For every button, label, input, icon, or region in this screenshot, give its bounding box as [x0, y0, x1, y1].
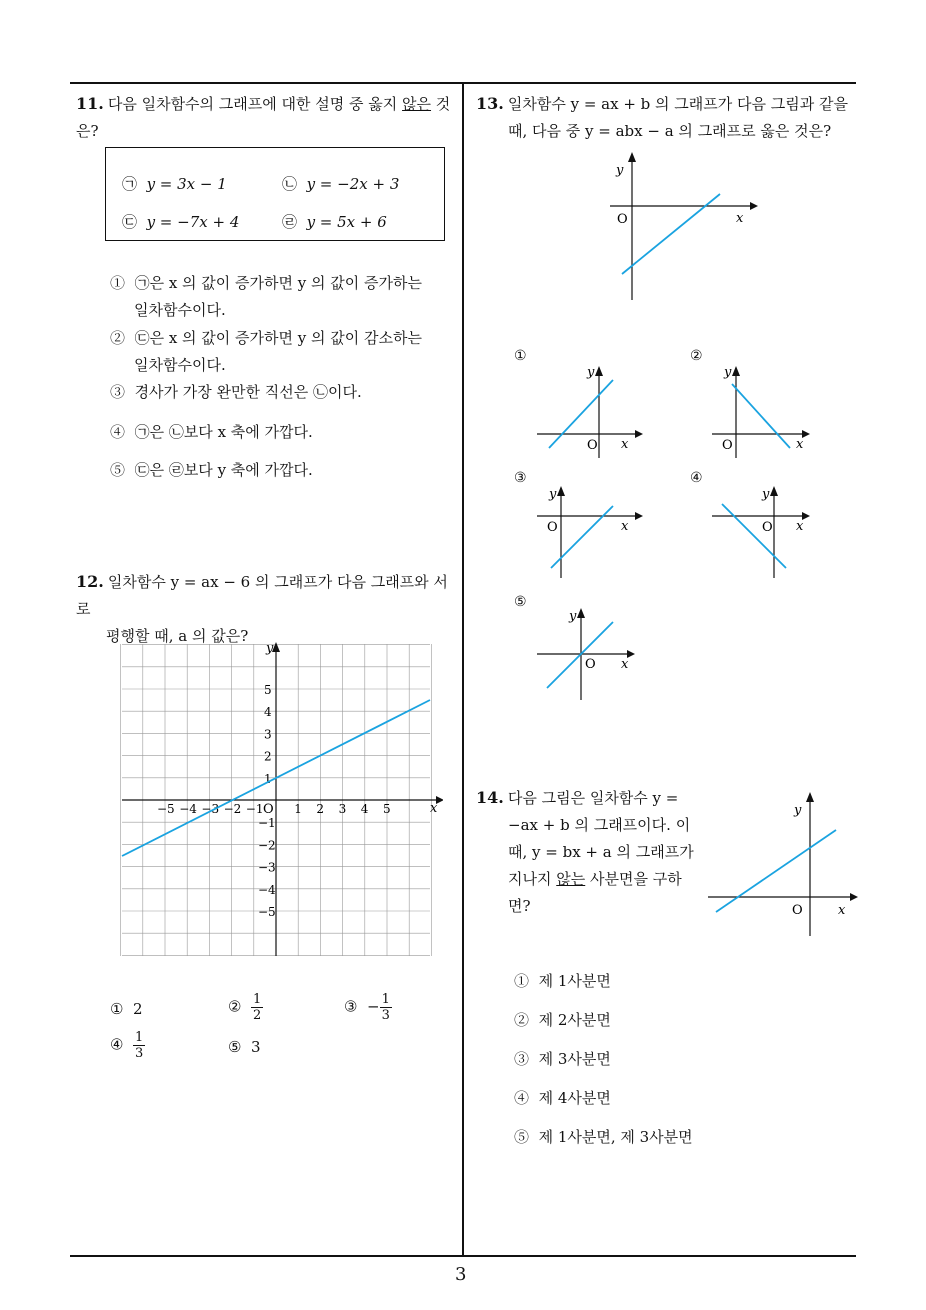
q12-y-tick-label: 1 — [264, 771, 272, 786]
q12-choice-2[interactable]: ② $\frac{1}{2}$ — [228, 992, 262, 1023]
q13-choice-3-graph[interactable] — [535, 482, 645, 582]
q12-choice-3[interactable]: ③ − $\frac{1}{3}$ — [344, 992, 390, 1023]
svg-text:x: x — [838, 903, 846, 918]
q12-y-tick-label: −3 — [258, 860, 276, 875]
q14-line — [716, 830, 836, 912]
q11-stem: 11. 다음 일차함수의 그래프에 대한 설명 중 옳지 않은 것은? — [76, 94, 451, 140]
q11-eq-1: ㉠ y = 3x − 1 — [122, 175, 227, 193]
q12-x-tick-label: −1 — [245, 802, 264, 816]
q13-choice-2-mark[interactable]: ② — [690, 348, 703, 364]
q11-emphasis: 않은 — [402, 95, 432, 113]
q13-choice-1-graph[interactable] — [535, 362, 645, 462]
svg-text:y: y — [724, 365, 732, 380]
q12-x-tick-label: 3 — [338, 802, 347, 816]
svg-text:y: y — [616, 163, 624, 178]
q13-stem: 13. 일차함수 y = ax + b 의 그래프가 다음 그림과 같을 때, 다음 중 y = abx − a 의 그래프로 옳은 것은? — [476, 94, 848, 140]
svg-text:O: O — [585, 657, 596, 672]
q11-choice-1[interactable]: ① ㉠은 x 의 값이 증가하면 y 의 값이 증가하는 일차함수이다. — [110, 274, 422, 319]
q13-choice-4-graph[interactable] — [710, 482, 820, 582]
svg-text:x: x — [621, 657, 629, 672]
svg-text:y: y — [794, 803, 802, 818]
q12-choice-1[interactable]: ① 2 — [110, 1000, 143, 1018]
q13-choice-5-graph[interactable] — [535, 604, 645, 704]
q13-choice-1-mark[interactable]: ① — [514, 348, 527, 364]
q12-y-tick-label: −4 — [258, 882, 276, 897]
q14-choice-4[interactable]: ④ 제 4사분면 — [514, 1089, 611, 1107]
q13-choice-3-mark[interactable]: ③ — [514, 470, 527, 486]
svg-text:x: x — [736, 211, 744, 226]
q11-choice-3[interactable]: ③ 경사가 가장 완만한 직선은 ㉡이다. — [110, 383, 362, 401]
q12-x-tick-label: 4 — [360, 802, 369, 816]
q12-y-tick-label: 4 — [264, 705, 272, 720]
q12-number: 12. — [76, 572, 104, 591]
q12-choice-4[interactable]: ④ $\frac{1}{3}$ — [110, 1030, 144, 1061]
svg-text:x: x — [796, 519, 804, 534]
q12-origin: O — [263, 802, 274, 817]
q12-y-tick-label: 3 — [264, 727, 272, 742]
q11-eq-2: ㉡ y = −2x + 3 — [282, 175, 400, 193]
svg-text:y: y — [587, 365, 595, 380]
q12-x-tick-label: −4 — [179, 802, 197, 816]
q12-y-tick-label: −2 — [258, 838, 276, 853]
q11-choice-5[interactable]: ⑤ ㉢은 ㉣보다 y 축에 가깝다. — [110, 461, 313, 479]
q11-equation-box — [105, 147, 445, 241]
q14-emphasis: 않는 — [556, 870, 586, 888]
q14-choice-1[interactable]: ① 제 1사분면 — [514, 972, 611, 990]
q12-x-tick-label: 2 — [316, 802, 325, 816]
q14-choice-3[interactable]: ③ 제 3사분면 — [514, 1050, 611, 1068]
q13-number: 13. — [476, 94, 504, 113]
q11-choice-2[interactable]: ② ㉢은 x 의 값이 증가하면 y 의 값이 감소하는 일차함수이다. — [110, 329, 422, 374]
q11-eq-4: ㉣ y = 5x + 6 — [282, 213, 387, 231]
svg-text:O: O — [762, 520, 773, 535]
bottom-rule — [70, 1255, 856, 1257]
q12-stem: 12. 일차함수 y = ax − 6 의 그래프가 다음 그래프와 서로 평행할 때, a 의 값은? — [76, 572, 448, 645]
svg-text:x: x — [621, 437, 629, 452]
q13-choice-2-graph[interactable] — [710, 362, 820, 462]
svg-text:O: O — [587, 438, 598, 453]
q12-x-tick-label: −3 — [201, 802, 220, 816]
q13-choice-5-mark[interactable]: ⑤ — [514, 594, 527, 610]
svg-text:x: x — [796, 437, 804, 452]
svg-text:O: O — [722, 438, 733, 453]
q12-y-tick-label: −5 — [258, 905, 276, 919]
q12-grid-graph — [118, 640, 443, 960]
svg-text:y: y — [762, 487, 770, 502]
svg-text:x: x — [621, 519, 629, 534]
q14-number: 14. — [476, 788, 504, 807]
q12-y-tick-label: −1 — [258, 816, 276, 831]
column-divider — [462, 82, 464, 1256]
q12-x-tick-label: −5 — [157, 802, 175, 816]
q13-main-graph — [600, 150, 760, 310]
q12-y-tick-label: 5 — [264, 683, 272, 697]
q12-x-tick-label: 1 — [294, 802, 302, 816]
q12-choice-5[interactable]: ⑤ 3 — [228, 1038, 261, 1056]
q12-y-tick-label: 2 — [264, 749, 272, 764]
q13-choice-4-mark[interactable]: ④ — [690, 470, 703, 486]
q11-choice-4[interactable]: ④ ㉠은 ㉡보다 x 축에 가깝다. — [110, 423, 313, 441]
q14-graph — [706, 788, 862, 940]
svg-text:O: O — [792, 903, 803, 918]
svg-text:O: O — [617, 212, 628, 227]
q14-choice-2[interactable]: ② 제 2사분면 — [514, 1011, 611, 1029]
svg-text:y: y — [549, 487, 557, 502]
q11-eq-3: ㉢ y = −7x + 4 — [122, 213, 240, 231]
q12-y-label: y — [266, 641, 274, 656]
q14-choice-5[interactable]: ⑤ 제 1사분면, 제 3사분면 — [514, 1128, 693, 1146]
q12-x-label: x — [430, 801, 438, 816]
svg-text:O: O — [547, 520, 558, 535]
svg-text:y: y — [569, 609, 577, 624]
q11-number: 11. — [76, 94, 104, 113]
page-number: 3 — [455, 1264, 467, 1285]
q12-x-tick-label: 5 — [383, 802, 391, 816]
q12-x-tick-label: −2 — [223, 802, 242, 816]
q14-stem: 14. 다음 그림은 일차함수 y = −ax + b 의 그래프이다. 이 때, y = bx + a 의 그래프가 지나지 않는 사분면을 구하 면? — [476, 788, 694, 915]
